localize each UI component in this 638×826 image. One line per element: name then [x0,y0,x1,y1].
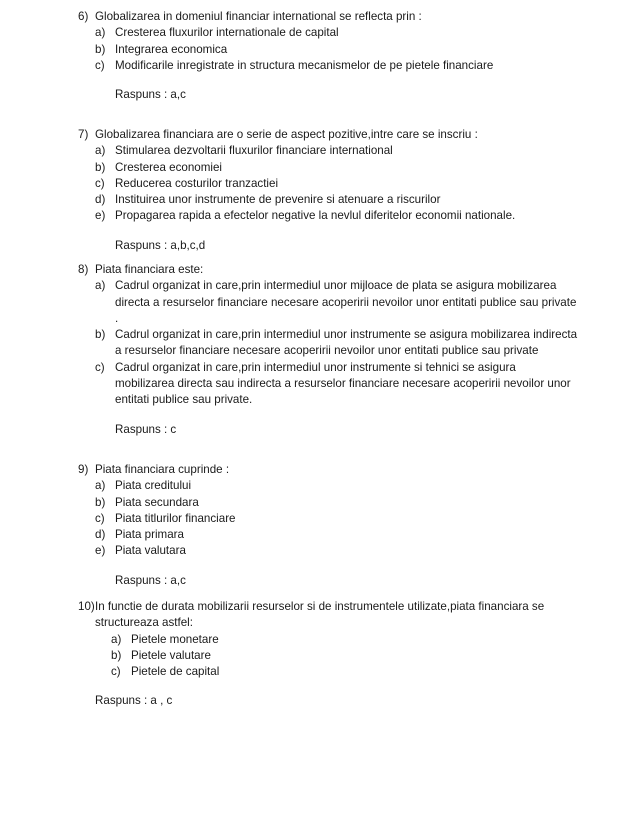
option-item [78,160,578,176]
option-list [78,143,578,224]
question-text: Globalizarea in domeniul financiar international se reflecta prin : [95,10,422,23]
option-letter: a) [95,279,106,293]
option-letter: b) [95,42,106,56]
option-letter: b) [111,648,122,662]
option-list [78,632,578,681]
option-text: Cresterea fluxurilor internationale de capital [115,26,339,40]
option-item [78,192,578,208]
option-list [78,278,578,408]
option-item [78,327,578,360]
option-text: Propagarea rapida a efectelor negative la nevlul diferitelor economii nationale. [115,209,516,223]
option-item [78,143,578,159]
option-item [78,25,578,41]
option-item [78,360,578,409]
question-number: 7) [78,128,89,141]
option-text: Cadrul organizat in care,prin intermediul unor instrumente se asigura mobilizarea indirecta a resurselor financiare necesare acoperirii nevoilor unor entitati publice sau private [115,328,578,358]
option-letter: b) [95,328,106,342]
option-letter: c) [95,58,105,72]
option-item [78,478,578,494]
question-7 [78,127,578,254]
option-text: Pietele valutare [131,648,211,662]
option-text: Integrarea economica [115,42,228,56]
option-letter: d) [95,528,106,542]
option-text: Piata creditului [115,479,192,493]
option-text: Reducerea costurilor tranzactiei [115,176,279,190]
question-text-continued: structureaza astfel: [95,616,193,630]
option-list [78,25,578,74]
question-10 [78,599,578,710]
option-text: Modificarile inregistrate in structura mecanismelor de pe pietele financiare [115,58,494,72]
option-item [78,527,578,543]
option-letter: a) [95,479,106,493]
question-9 [78,462,578,589]
option-item [78,632,578,648]
option-letter: a) [95,144,106,158]
option-text: Cadrul organizat in care,prin intermediul unor instrumente si tehnici se asigura mobilizarea directa sau indirecta a resurselor financiare necesare acoperirii nevoilor unor entitati publice sau private. [115,360,571,407]
question-6 [78,9,578,103]
option-letter: e) [95,209,106,223]
option-letter: c) [95,511,105,525]
option-item [78,176,578,192]
option-item [78,495,578,511]
option-letter: c) [95,360,105,374]
answer-text: Raspuns : a , c [95,694,173,708]
question-text: In functie de durata mobilizarii resurselor si de instrumentele utilizate,piata financiara se [95,600,545,613]
question-text: Piata financiara cuprinde : [95,463,230,476]
option-text: Pietele monetare [131,632,219,646]
option-text: Piata primara [115,528,184,542]
option-item [78,664,578,680]
option-letter: c) [111,665,121,679]
answer-text: Raspuns : c [115,422,177,436]
option-item [78,208,578,224]
option-item [78,648,578,664]
question-number: 9) [78,463,89,476]
question-number: 6) [78,10,89,23]
question-8 [78,262,578,438]
option-text: Piata titlurilor financiare [115,511,236,525]
answer-text: Raspuns : a,b,c,d [115,238,206,252]
answer-text: Raspuns : a,c [115,573,186,587]
option-item [78,543,578,559]
option-letter: a) [111,632,122,646]
question-number: 8) [78,263,89,276]
option-text: Piata valutara [115,544,186,558]
option-text: Cadrul organizat in care,prin intermediul unor mijloace de plata se asigura mobilizarea directa a resurselor financiare necesare acoperirii nevoilor unor entitati publice sau private . [115,279,577,325]
option-text: Cresterea economiei [115,160,222,174]
option-letter: d) [95,193,106,207]
option-item [78,58,578,74]
option-letter: c) [95,176,105,190]
question-number: 10) [78,600,95,613]
question-text: Piata financiara este: [95,263,204,276]
answer-text: Raspuns : a,c [115,88,186,102]
option-item [78,511,578,527]
option-list [78,478,578,559]
option-letter: a) [95,26,106,40]
option-text: Instituirea unor instrumente de prevenire si atenuare a riscurilor [115,193,441,207]
option-text: Piata secundara [115,495,199,509]
option-letter: e) [95,544,106,558]
option-letter: b) [95,160,106,174]
question-text: Globalizarea financiara are o serie de aspect pozitive,intre care se inscriu : [95,128,478,141]
option-text: Pietele de capital [131,665,220,679]
option-item [78,278,578,327]
option-letter: b) [95,495,106,509]
option-item [78,42,578,58]
option-text: Stimularea dezvoltarii fluxurilor financiare international [115,144,393,158]
